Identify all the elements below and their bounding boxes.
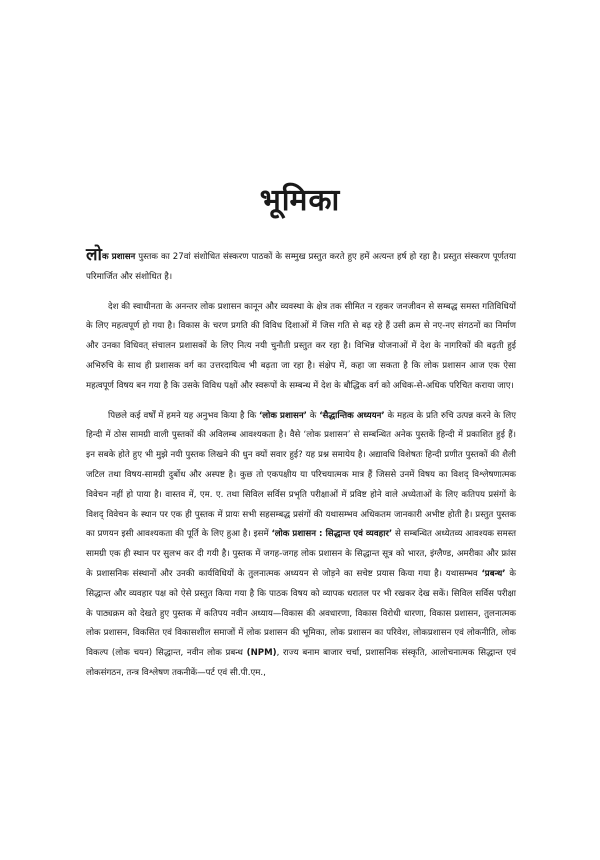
- paragraph-2: देश की स्वाधीनता के अनन्तर लोक प्रशासन कानून और व्यवस्था के क्षेत्र तक सीमित न रहकर जनजीवन से सम्बद्ध समस्त गतिविधियों के लिए महत्वपूर्ण हो गया है। विकास के चरण प्रगति की विविध दिशाओं में जिस गति से बढ़ रहे हैं उसी क्रम से नए-नए संगठनों का निर्माण और उनका विधिवत् संचालन प्रशासकों के लिए नित्य नयी चुनौती प्रस्तुत कर रहा है। विभिन्न योजनाओं में देश के नागरिकों की बढ़ती हुई अभिरुचि के साथ ही प्रशासक वर्ग का उत्तरदायित्व भी बढ़ता जा रहा है। संक्षेप में, कहा जा सकता है कि लोक प्रशासन आज एक ऐसा महत्वपूर्ण विषय बन गया है कि उसके विविध पक्षों और स्वरूपों के सम्बन्ध में देश के बौद्धिक वर्ग को अधिक-से-अधिक परिचित कराया जाए।: [86, 301, 516, 391]
- paragraph-3-text: से सम्बन्धित अध्येतव्य आवश्यक समस्त सामग्री एक ही स्थान पर सुलभ कर दी गयी है। पुस्तक में जगह-जगह लोक प्रशासन के सिद्धान्त सूत्र को भारत, इंग्लैण्ड, अमरीका और फ्रांस के प्रशासनिक संस्थानों और उनकी कार्यविधियों के तुलनात्मक अध्ययन से जोड़ने का सचेष्ट प्रयास किया गया है। यथासम्भव: [86, 529, 516, 579]
- paragraph-3: [86, 407, 516, 684]
- paragraph-1: [86, 246, 516, 288]
- bold-term: ‘प्रबन्ध’: [481, 568, 506, 579]
- paragraph-3-text: के सिद्धान्त और व्यवहार पक्ष को ऐसे प्रस्तुत किया गया है कि पाठक विषय को व्यापक धरातल पर भी रखकर देख सकें। सिविल सर्विस परीक्षा के पाठ्यक्रम को देखते हुए पुस्तक में कतिपय नवीन अध्याय—विकास की अवधारणा, विकास विरोधी धारणा, विकास प्रशासन, तुलनात्मक लोक प्रशासन, विकसित एवं विकासशील समाजों में लोक प्रशासन की भूमिका, लोक प्रशासन का परिवेश, लोकप्रशासन एवं लोकनीति, लोक विकल्प (लोक चयन) सिद्धान्त, नवीन लोक प्रबन्ध: [86, 568, 516, 659]
- paragraph-3-text: , राज्य बनाम बाजार चर्चा, प्रशासनिक संस्कृति, आलोचनात्मक सिद्धान्त एवं लोकसंगठन, तन्त्र विश्लेषण तकनीकें—पर्ट एवं सी.पी.एम.,: [86, 648, 516, 678]
- paragraph-1-text: पुस्तक का 27वां संशोधित संस्करण पाठकों के सम्मुख प्रस्तुत करते हुए हमें अत्यन्त हर्ष हो रहा है। प्रस्तुत संस्करण पूर्णतया परिमार्जित और संशोधित है।: [86, 252, 516, 282]
- page-title: भूमिका: [259, 183, 341, 218]
- bold-term: ‘लोक प्रशासन : सिद्धान्त एवं व्यवहार’: [271, 529, 393, 540]
- drop-cap: लो: [86, 245, 102, 265]
- paragraph-3-text: के महत्व के प्रति रुचि उत्पन्न करने के लिए हिन्दी में ठोस सामग्री वाली पुस्तकों की अविलम्ब आवश्यकता है। वैसे ‘लोक प्रशासन’ से सम्बन्धित अनेक पुस्तकें हिन्दी में प्रकाशित हुई हैं। इन सबके होते हुए भी मुझे नयी पुस्तक लिखने की धुन क्यों सवार हुई? यह प्रश्न समायेय है। अद्यावधि विशेषतः हिन्दी प्रणीत पुस्तकों की शैली जटिल तथा विषय-सामग्री दुर्बोध और अस्पष्ट है। कुछ तो एकपक्षीय या परिचयात्मक मात्र हैं जिससे उनमें विषय का विशद् विश्लेषणात्मक विवेचन नहीं हो पाया है। वास्तव में, एम. ए. तथा सिविल सर्विस प्रभृति परीक्षाओं में प्रविष्ट होने वाले अध्येताओं के लिए कतिपय प्रसंगों के विशद् विवेचन के स्थान पर एक ही पुस्तक में प्रायः सभी सहसम्बद्ध प्रसंगों की यथासम्भव अधिकतम जानकारी अभीष्ट होती है। प्रस्तुत पुस्तक का प्रणयन इसी आवश्यकता की पूर्ति के लिए हुआ है। इसमें: [86, 410, 516, 540]
- bold-term: ‘सैद्धान्तिक अध्ययन’: [319, 410, 385, 421]
- book-name-lead: क प्रशासन: [101, 252, 136, 262]
- bold-term: (NPM): [246, 648, 277, 659]
- bold-term: ‘लोक प्रशासन’: [259, 410, 307, 421]
- paragraph-3-text: के: [306, 410, 320, 421]
- paragraph-3-text: पिछले कई वर्षों में हमने यह अनुभव किया है कि: [108, 410, 260, 421]
- preface-body: [86, 246, 516, 694]
